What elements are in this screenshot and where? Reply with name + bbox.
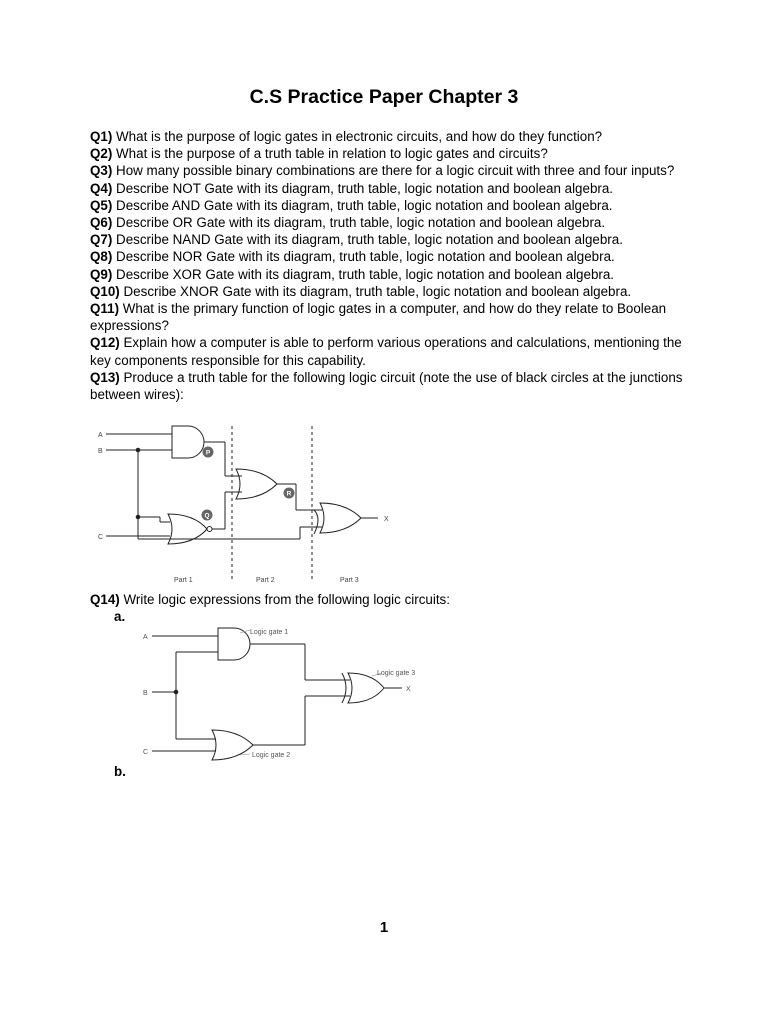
- part-3-label: Part 3: [340, 577, 359, 584]
- question-text: Describe XOR Gate with its diagram, truth table, logic notation and boolean algebra.: [112, 266, 615, 282]
- node-r-label: R: [286, 490, 292, 498]
- question-number: Q1): [90, 129, 113, 144]
- question-4: [90, 180, 700, 197]
- question-3: [90, 162, 700, 179]
- input-a-label: A: [143, 634, 148, 641]
- question-text: Explain how a computer is able to perform various operations and calculations, mentioning the key components responsible for this capability.: [90, 335, 682, 368]
- logic-gate-2-label: Logic gate 2: [252, 752, 291, 759]
- logic-circuit-diagram-q13: [90, 422, 410, 588]
- question-13: [90, 369, 700, 403]
- sub-question-a: a.: [114, 609, 126, 624]
- output-x-label: X: [384, 516, 389, 523]
- question-number: Q2): [90, 146, 113, 162]
- question-text: What is the primary function of logic gates in a computer, and how do they relate to Boolean expressions?: [90, 301, 667, 334]
- question-text: Describe OR Gate with its diagram, truth table, logic notation and boolean algebra.: [112, 215, 606, 231]
- question-number: Q5): [90, 197, 113, 213]
- question-5: [90, 197, 700, 214]
- question-6: [90, 214, 700, 231]
- question-7: [90, 231, 700, 248]
- question-8: [90, 248, 700, 265]
- question-text: How many possible binary combinations are there for a logic circuit with three and four inputs?: [112, 163, 675, 179]
- question-text: Describe NAND Gate with its diagram, truth table, logic notation and boolean algebra.: [112, 232, 623, 248]
- output-x-label: X: [406, 686, 411, 693]
- question-14: [90, 591, 700, 608]
- question-text: Write logic expressions from the following logic circuits:: [119, 592, 450, 607]
- input-b-label: B: [143, 690, 148, 697]
- sub-question-b: b.: [114, 764, 126, 779]
- node-q-label: Q: [204, 512, 210, 520]
- question-text: Produce a truth table for the following logic circuit (note the use of black circles at the junctions between wires):: [90, 369, 683, 403]
- question-text: What is the purpose of a truth table in relation to logic gates and circuits?: [112, 146, 548, 162]
- question-number: Q14): [90, 592, 120, 607]
- question-number: Q7): [90, 232, 113, 248]
- question-number: Q4): [90, 180, 113, 196]
- input-c-label: C: [98, 534, 104, 541]
- question-12: [90, 334, 700, 368]
- question-number: Q9): [90, 266, 113, 282]
- question-list: [90, 128, 700, 403]
- question-number: Q11): [90, 301, 120, 317]
- question-11: [90, 300, 700, 334]
- input-b-label: B: [98, 448, 103, 455]
- question-10: [90, 283, 700, 300]
- question-number: Q8): [90, 249, 113, 265]
- part-1-label: Part 1: [174, 577, 193, 584]
- logic-gate-3-label: Logic gate 3: [377, 670, 416, 677]
- question-number: Q12): [90, 335, 120, 351]
- question-1: [90, 128, 700, 145]
- logic-gate-1-label: Logic gate 1: [250, 629, 289, 636]
- part-2-label: Part 2: [256, 577, 275, 584]
- question-text: Describe NOR Gate with its diagram, truth table, logic notation and boolean algebra.: [112, 249, 615, 265]
- input-c-label: C: [143, 749, 149, 756]
- question-number: Q6): [90, 215, 113, 231]
- node-p-label: P: [205, 449, 211, 457]
- logic-circuit-diagram-q14a: [140, 624, 430, 764]
- question-number: Q3): [90, 163, 113, 179]
- page-title: C.S Practice Paper Chapter 3: [249, 86, 519, 108]
- input-a-label: A: [98, 432, 103, 439]
- question-number: Q13): [90, 369, 120, 385]
- question-text: Describe NOT Gate with its diagram, truth table, logic notation and boolean algebra.: [112, 180, 614, 196]
- question-2: [90, 145, 700, 162]
- question-number: Q10): [90, 283, 120, 299]
- page-number: 1: [379, 919, 389, 936]
- question-text: What is the purpose of logic gates in electronic circuits, and how do they function?: [112, 129, 603, 144]
- question-9: [90, 266, 700, 283]
- question-text: Describe AND Gate with its diagram, truth table, logic notation and boolean algebra.: [112, 197, 613, 213]
- question-text: Describe XNOR Gate with its diagram, truth table, logic notation and boolean algebra.: [119, 283, 632, 299]
